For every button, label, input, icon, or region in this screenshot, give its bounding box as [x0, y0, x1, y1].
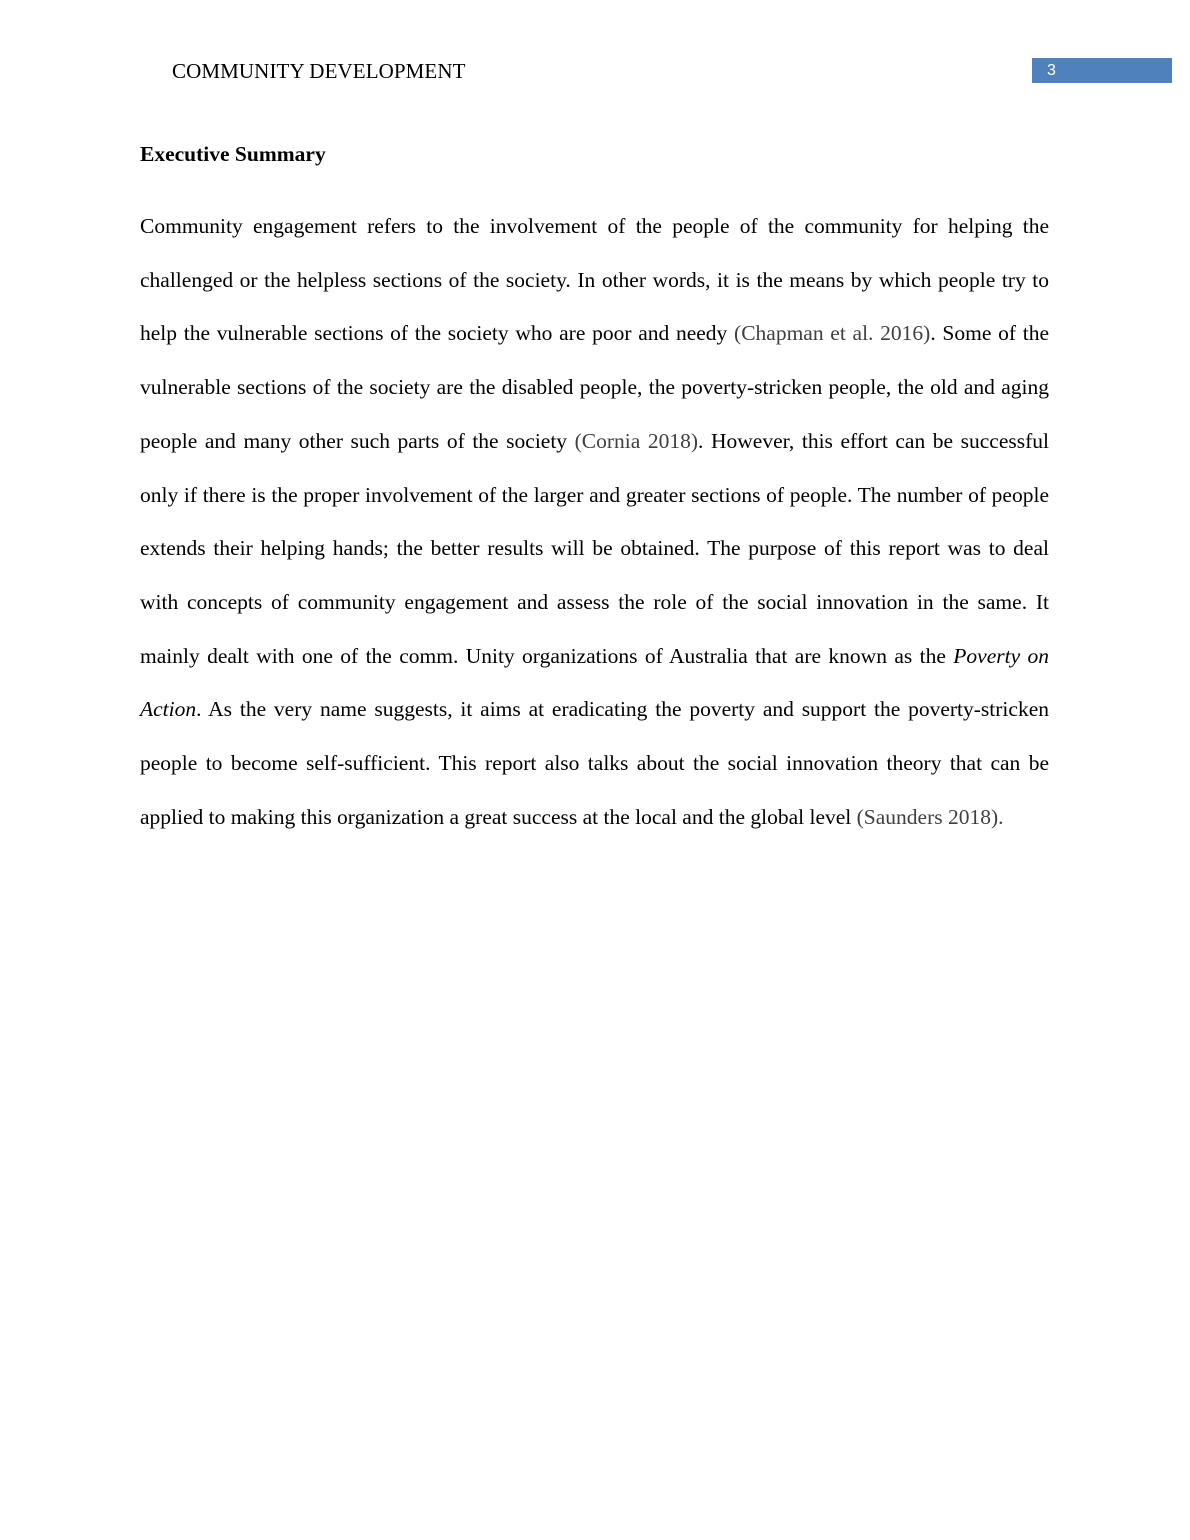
page-number: 3 [1047, 62, 1056, 79]
page-number-badge [1032, 58, 1172, 83]
summary-paragraph [140, 200, 1049, 844]
paragraph-text-1: Community engagement refers to the involvement of the people of the community for helping the challenged or the helpless sections of the society. In other words, it is the means by which people try to help the vulnerable sections of the society who are poor and needy [140, 214, 1049, 346]
citation-cornia: (Cornia 2018) [574, 428, 699, 453]
running-head-title: COMMUNITY DEVELOPMENT [172, 59, 466, 83]
paragraph-text-5: . [998, 804, 1004, 829]
paragraph-text-2: . Some of the vulnerable sections of the society are the disabled people, the poverty-stricken people, the old and aging people and many other such parts of the society [140, 321, 1049, 453]
section-heading: Executive Summary [140, 142, 326, 166]
paragraph-text-3: . However, this effort can be successful only if there is the proper involvement of the larger and greater sections of people. The number of people extends their helping hands; the better results will be obtained. The purpose of this report was to deal with concepts of community engagement and assess the role of the social innovation in the same. It mainly dealt with one of the comm. Unity organizations of Australia that are known as the [140, 428, 1049, 668]
paragraph-text-4: . As the very name suggests, it aims at eradicating the poverty and support the poverty-stricken people to become self-sufficient. This report also talks about the social innovation theory that can be applied to making this organization a great success at the local and the global level [140, 697, 1049, 829]
citation-chapman: (Chapman et al. 2016) [734, 321, 931, 346]
citation-saunders: (Saunders 2018) [856, 804, 999, 829]
organization-name: Poverty on Action [140, 643, 1049, 722]
